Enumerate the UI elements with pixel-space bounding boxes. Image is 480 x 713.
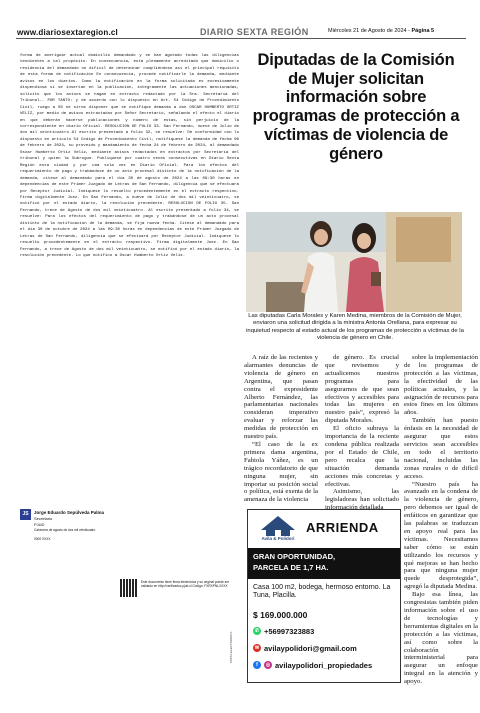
ad-band-line-2: PARCELA DE 1,7 HA. [253,563,329,572]
signature-number: 0000 XXXX [34,537,51,541]
signature-note: Cabecera de agosto de dos mil veinticuatro [34,528,96,532]
signer-org: PJUD [34,522,45,527]
page-number: Página 5 [411,28,435,34]
paragraph: “El caso de la ex primera dama argentina, Fabiola Yáñez, es un trágico recordatorio de que ninguna mujer, sin importar su posición social o política, está exenta de la amenaza de la violencia [244,440,318,504]
ad-social[interactable] [253,660,372,670]
side-label: COPIA ELECTRONICA [229,631,233,663]
ad-price: $ 169.000.000 [253,610,308,620]
article-photo [246,212,462,312]
company-logo [253,514,303,544]
paragraph: También han puesto énfasis en la necesidad de asegurar que estos servicios sean accesibles en todo el territorio nacional, incluidas las zonas rurales o de difícil acceso. [404,417,478,480]
house-logo-icon [253,514,303,536]
newspaper-name: DIARIO SEXTA REGIÓN [200,27,309,37]
legal-notice-text: forma de averiguar actual domicilio demandado y se han agotado todas las diligencias tendientes a tal propósito. En consecuencia, está plenamente acreditado que domicilio o residencia del demandado no difícil de determinar cumpliéndose así el principal requisito de esta forma de notificación En consecuencia, procede notificarle la demanda, mediante avisos en los diarios. Como la notificación en la forma solicitada es excesivamente dispendiosa si se insertan en la publicación, íntegramente las actuaciones mencionadas, solicito que los avisos se hagan en extracto redactado por la Sra. Secretaria del Tribunal.- POR TANTO: y de acuerdo con lo dispuesto en Art. 54 Código de Procedimiento Civil, ruego a SS se sirva disponer que se notifique demanda a don OSCAR HUMBERTO ORTIZ VELIZ, por medio de avisos extractados por Señor Secretario, señalando el efecto el diario en que deberán hacerse publicaciones y número de estas, sin perjuicio de la correspondiente en diario Oficial. RESOLUCION DE FOLIO 33. San Fernando, nueve de Julio de dos mil veinticuatro Al escrito presentado a folio 32, se resuelve: De conformidad con lo dispuesto en artículo 54 Código de Procedimiento Civil, notifíquese la demanda de fecha 06 de febrero de 2024, su proveído y mandamiento de fecha 24 de febrero de 2024, al demandado Oscar Humberto Ortiz Veliz, mediante avisos redactados en extractos por Secretaría del tribunal y quien la Subrogue. Publíquese por cuatro veces consecutivas en Diario Sexta Región esta ciudad y por una sola vez en Diario Oficial. Para los efectos del requerimiento de pago y trabándose de un acto procesal distinto de la notificación de la demanda, cítese al demandado para el día 30 de agosto de 2024 a las 09:30 horas en dependencias de este Primer Juzgado de Letras de San Fernando, diligencia que se efectuará por Receptor Judicial. Indíquese lo resuelto procedentemente en el extracto respectivo. Firma digitalmente Juez. En San Fernando, a nueve de Julio de dos mil veinticuatro, se notificó por el estado diario, la resolución precedente. RESOLUCION DE FOLIO 35. San Fernando, trece de Agosto de dos mil veinticuatro. Al escrito presentado a folio 34, se resuelve: Para los efectos del requerimiento de pago y trabándose de un acto procesal distinto de la notificación de la demanda, se fija nueva fecha. Cítese al demandado para el día 30 de octubre de 2024 a las 09:30 horas en dependencias de este Primer Juzgado de Letras de San Fernando, diligencia que se efectuará por Receptor Judicial. Indíquese lo resuelto procedentemente en el extracto respectivo. Firma digitalmente Juez. En San Fernando, a trece de Agosto de dos mil veinticuatro, se notificó por el estado diario, la resolución precedente. Lo que notifico a Oscar Humberto Ortiz Veliz. [20,54,239,259]
ad-highlight-band [248,548,400,579]
article-column-2 [325,354,399,512]
verification-text: Este documento tiene firma electrónica y su original puede ser validado en http://verificadoc.pjud.cl Código: FXRXPNLXXXX [141,580,230,588]
social-handle[interactable]: avilaypolidori_propiedades [275,660,373,670]
issue-date [328,28,434,34]
photo-illustration [246,212,462,312]
signature-badge: JS [20,509,31,520]
paragraph: El oficio subraya la importancia de la reciente condena pública realizada por el Estado de Chile, pero recalca que la situación demanda acciones más concretas y efectivas. [325,425,399,488]
real-estate-ad[interactable] [247,509,401,683]
paragraph: sobre la implementación de los programas de protección a las víctimas, la efectividad de las políticas actuales, y la asignación de recursos para estos fines en los últimos años. [404,354,478,417]
company-name: Avila & Polidori [261,536,295,541]
date-text: Miércoles 21 de Agosto de 2024 - [328,28,410,34]
legal-notice [20,53,239,471]
ad-band-line-1: GRAN OPORTUNIDAD, [253,552,336,561]
header-divider [16,38,466,39]
ad-description: Casa 100 m2, bodega, hermoso entorno. La Tuna, Placilla. [253,584,391,600]
article-column-3 [404,354,478,686]
paragraph: “Nuestro país ha avanzado en la condena de la violencia de género, pero debemos ser igual de enfáticos en garantizar que las palabras se traduzcan en apoyo real para las víctimas. Necesitamos saber cómo se están utilizando los recursos y qué mejoras se han hecho para que ninguna mujer quede desprotegida”, agregó la diputada Medina. [404,480,478,591]
facebook-icon: f [253,661,261,669]
whatsapp-icon: ✆ [254,628,260,634]
article-column-1 [244,354,318,504]
paragraph: A raíz de las recientes y alarmantes denuncias de violencia de género en Argentina, que pasan contra el expresidente Alberto Fernández, las parlamentarias nacionales consideran imperativo evaluar y reforzar las medidas de protección en nuestro país. [244,354,318,441]
signature-block [20,501,239,557]
photo-caption: Las diputadas Carla Morales y Karen Medina, miembros de la Comisión de Mujer, enviaron una solicitud dirigida a la ministra Antonia Orellana, para expresar su inquietud respecto al estado actual de los programas de protección a víctimas de la violencia de género en Chile. [246,313,464,341]
site-url[interactable]: www.diariosextaregion.cl [17,28,118,37]
paragraph: Bajo esa línea, las congresistas también piden información sobre el uso de tecnologías y herramientas digitales en la protección a las víctimas, así como sobre la colaboración interministerial para asegurar un enfoque integral en la atención y apoyo. [404,591,478,686]
article-headline: Diputadas de la Comisión de Mujer solicitan información sobre programas de protección a víctimas de violencia de género [252,51,460,163]
ad-title: ARRIENDA [306,520,379,535]
qr-code-icon[interactable] [120,579,138,597]
ad-phone[interactable] [253,626,314,636]
paragraph: Asimismo, las legisladoras han solicitado información detallada [325,488,399,512]
signer-role: Secretario [34,516,53,521]
instagram-icon: ◎ [265,662,271,668]
paragraph: de género. Es crucial que revisemos y actualicemos nuestros programas para asegurarnos de que sean efectivos y accesibles para todas las mujeres en nuestro país”, expresó la diputada Morales. [325,354,399,425]
mail-icon: ✉ [254,645,260,651]
signer-name: Jorge Eduardo Sepúlveda Palma [34,510,105,515]
email-address[interactable]: avilaypolidori@gmail.com [264,643,357,653]
ad-email[interactable] [253,643,357,653]
ad-header [248,510,400,548]
phone-number[interactable]: +56997323883 [264,626,315,636]
